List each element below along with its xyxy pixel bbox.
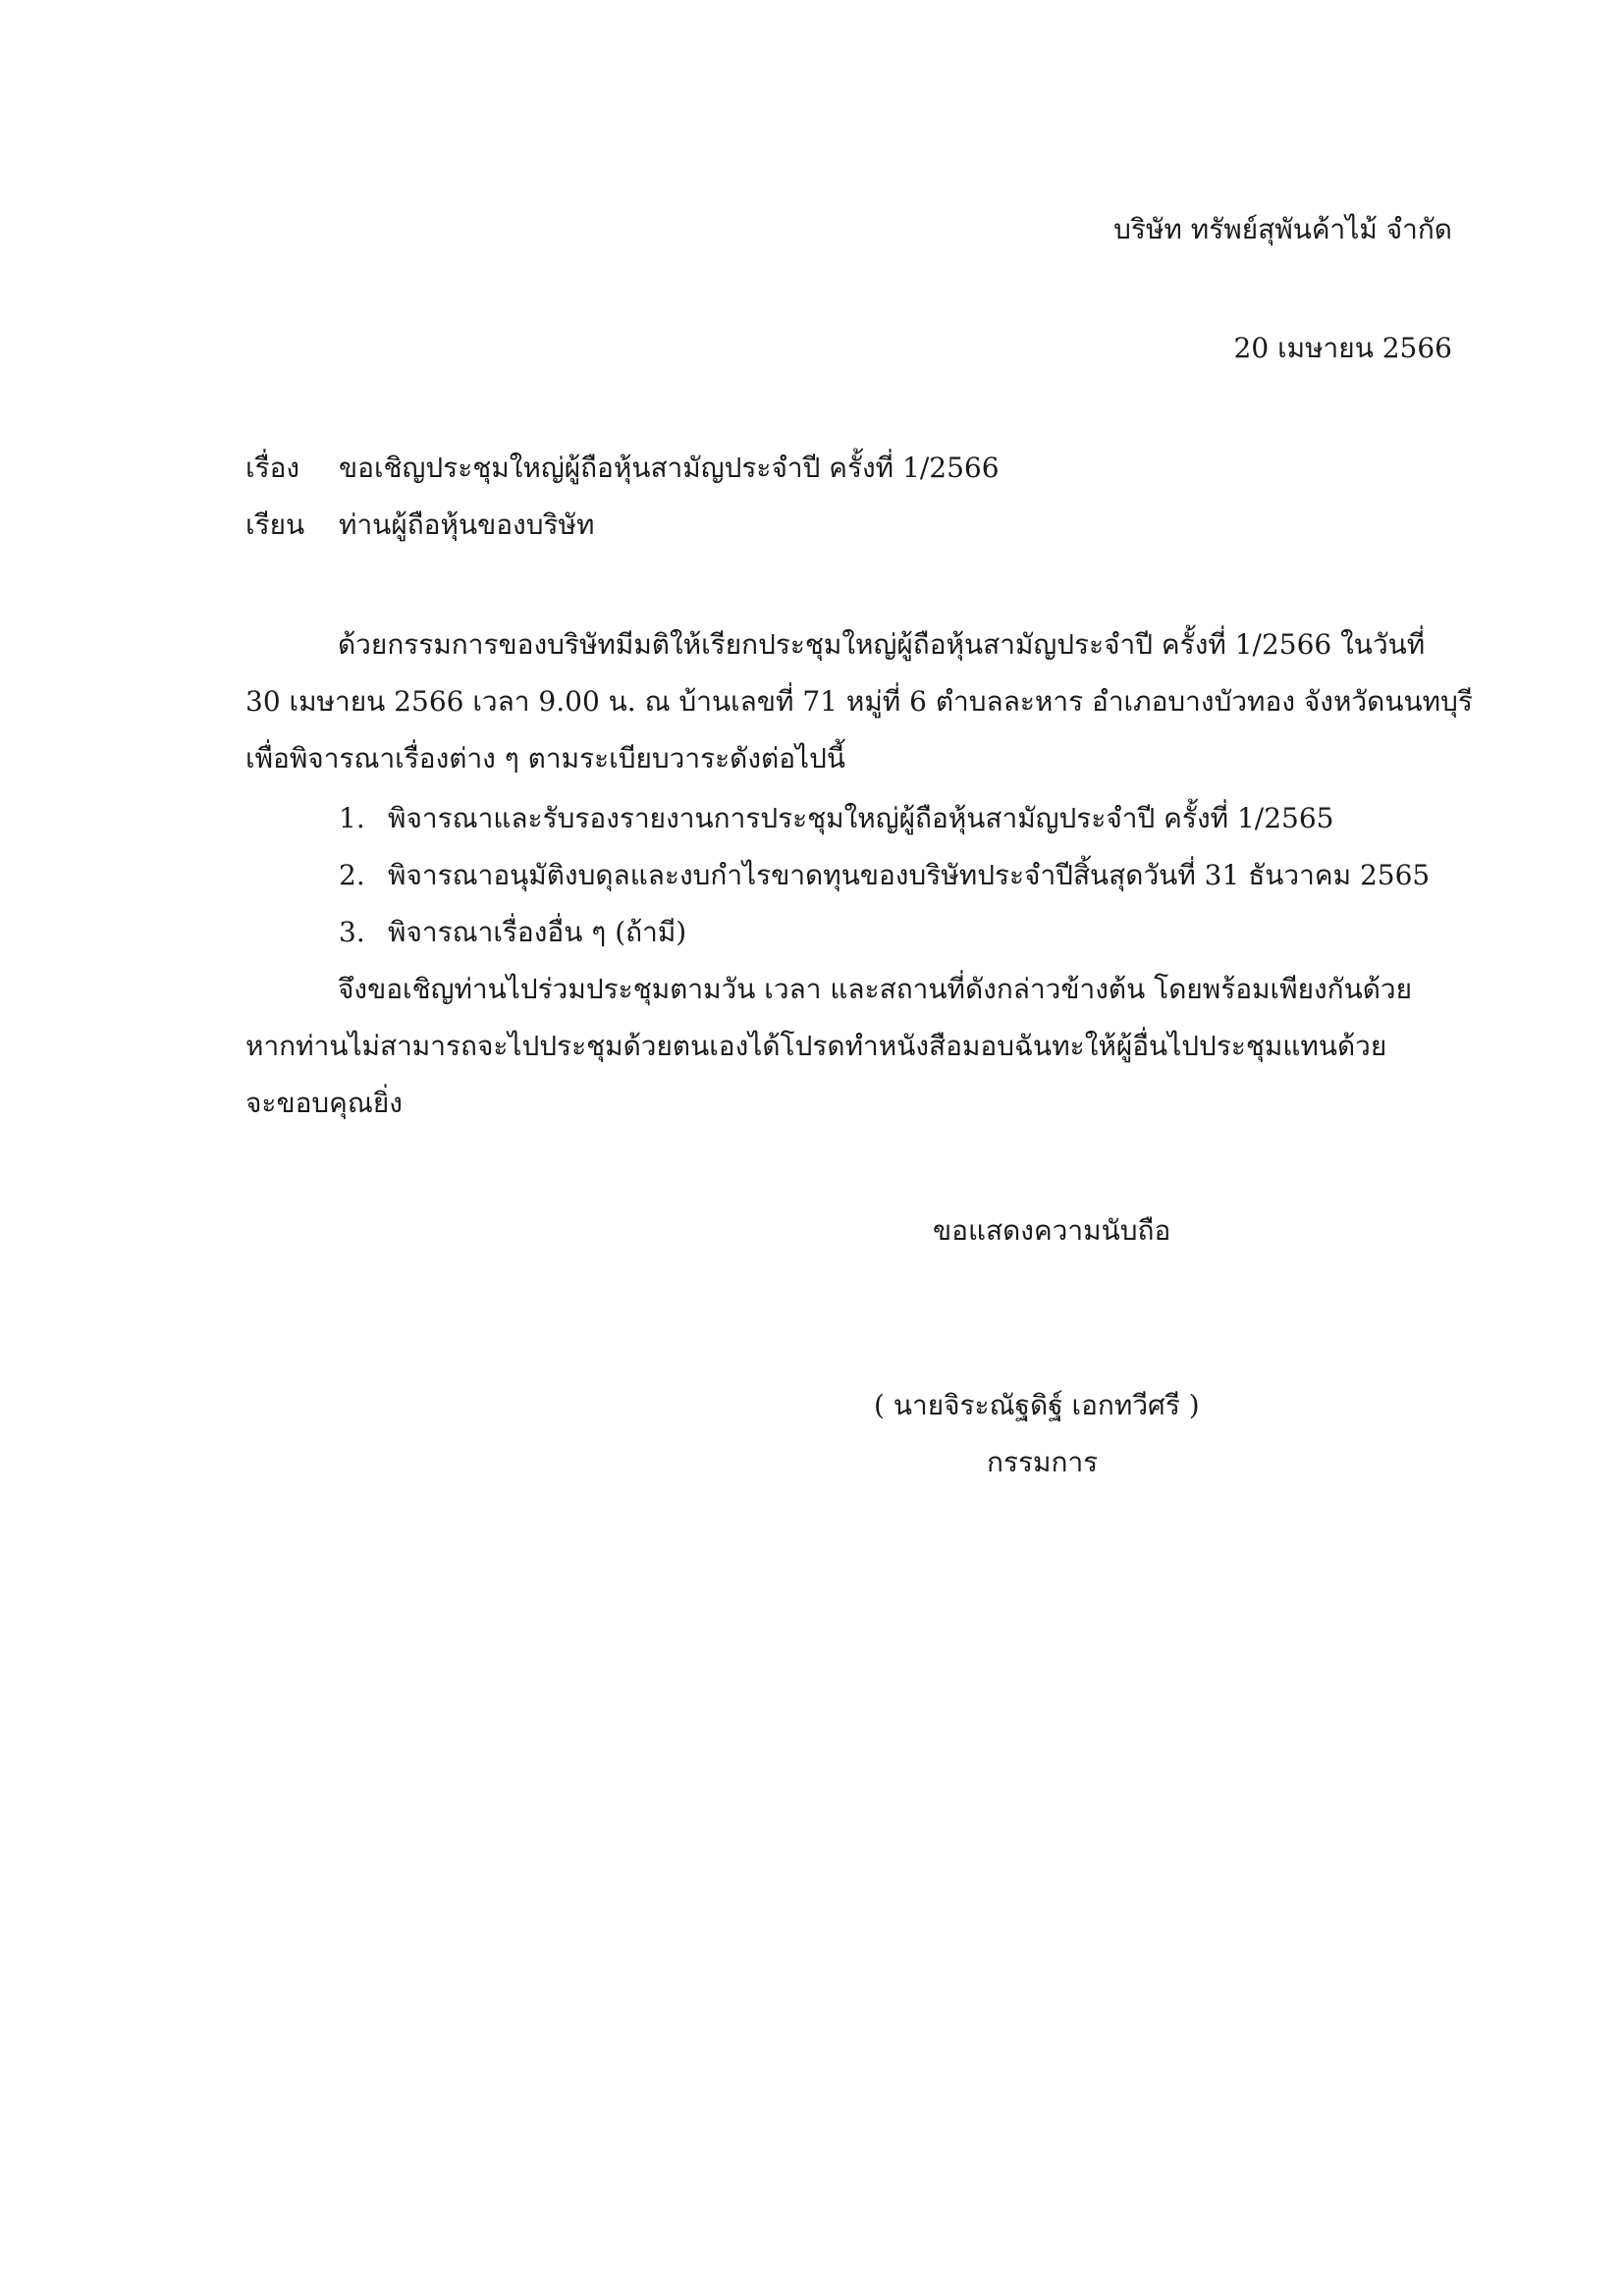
agenda-number: 3. xyxy=(339,916,365,948)
agenda-text: พิจารณาอนุมัติงบดุลและงบกำไรขาดทุนของบริษัทประจำปีสิ้นสุดวันที่ 31 ธันวาคม 2565 xyxy=(388,859,1431,891)
subject-text: ขอเชิญประชุมใหญ่ผู้ถือหุ้นสามัญประจำปี ครั้งที่ 1/2566 xyxy=(339,452,1000,484)
letter-date: 20 เมษายน 2566 xyxy=(1233,332,1452,364)
agenda-text: พิจารณาและรับรองรายงานการประชุมใหญ่ผู้ถือหุ้นสามัญประจำปี ครั้งที่ 1/2565 xyxy=(388,802,1334,834)
agenda-text: พิจารณาเรื่องอื่น ๆ (ถ้ามี) xyxy=(388,916,687,948)
agenda-number: 2. xyxy=(339,859,365,891)
company-name: บริษัท ทรัพย์สุพันค้าไม้ จำกัด xyxy=(1113,213,1452,245)
agenda-list xyxy=(339,790,1430,961)
body-line: 30 เมษายน 2566 เวลา 9.00 น. ณ บ้านเลขที่ 71 หมู่ที่ 6 ตำบลละหาร อำเภอบางบัวทอง จังหวัดนนทบุรี xyxy=(245,685,1473,718)
body-line: ด้วยกรรมการของบริษัทมีมติให้เรียกประชุมใหญ่ผู้ถือหุ้นสามัญประจำปี ครั้งที่ 1/2566 ในวันที่ xyxy=(338,628,1426,661)
to-label: เรียน xyxy=(245,508,305,541)
to-text: ท่านผู้ถือหุ้นของบริษัท xyxy=(339,508,595,541)
agenda-item xyxy=(339,904,1430,961)
signer-name: ( นายจิระณัฐดิฐ์ เอกทวีศรี ) xyxy=(874,1389,1200,1421)
body-paragraph xyxy=(245,616,1473,787)
sign-off: ขอแสดงความนับถือ xyxy=(933,1214,1171,1247)
subject-label: เรื่อง xyxy=(245,452,300,484)
body-line: เพื่อพิจารณาเรื่องต่าง ๆ ตามระเบียบวาระดังต่อไปนี้ xyxy=(245,742,846,774)
agenda-number: 1. xyxy=(339,802,365,834)
closing-line: จึงขอเชิญท่านไปร่วมประชุมตามวัน เวลา และสถานที่ดังกล่าวข้างต้น โดยพร้อมเพียงกันด้วย xyxy=(338,973,1413,1005)
signer-title: กรรมการ xyxy=(987,1446,1099,1478)
agenda-item xyxy=(339,847,1430,904)
agenda-item xyxy=(339,790,1430,847)
closing-paragraph xyxy=(245,961,1452,1132)
closing-line: จะขอบคุณยิ่ง xyxy=(245,1087,403,1119)
closing-line: หากท่านไม่สามารถจะไปประชุมด้วยตนเองได้โปรดทำหนังสือมอบฉันทะให้ผู้อื่นไปประชุมแทนด้วย xyxy=(245,1030,1387,1062)
